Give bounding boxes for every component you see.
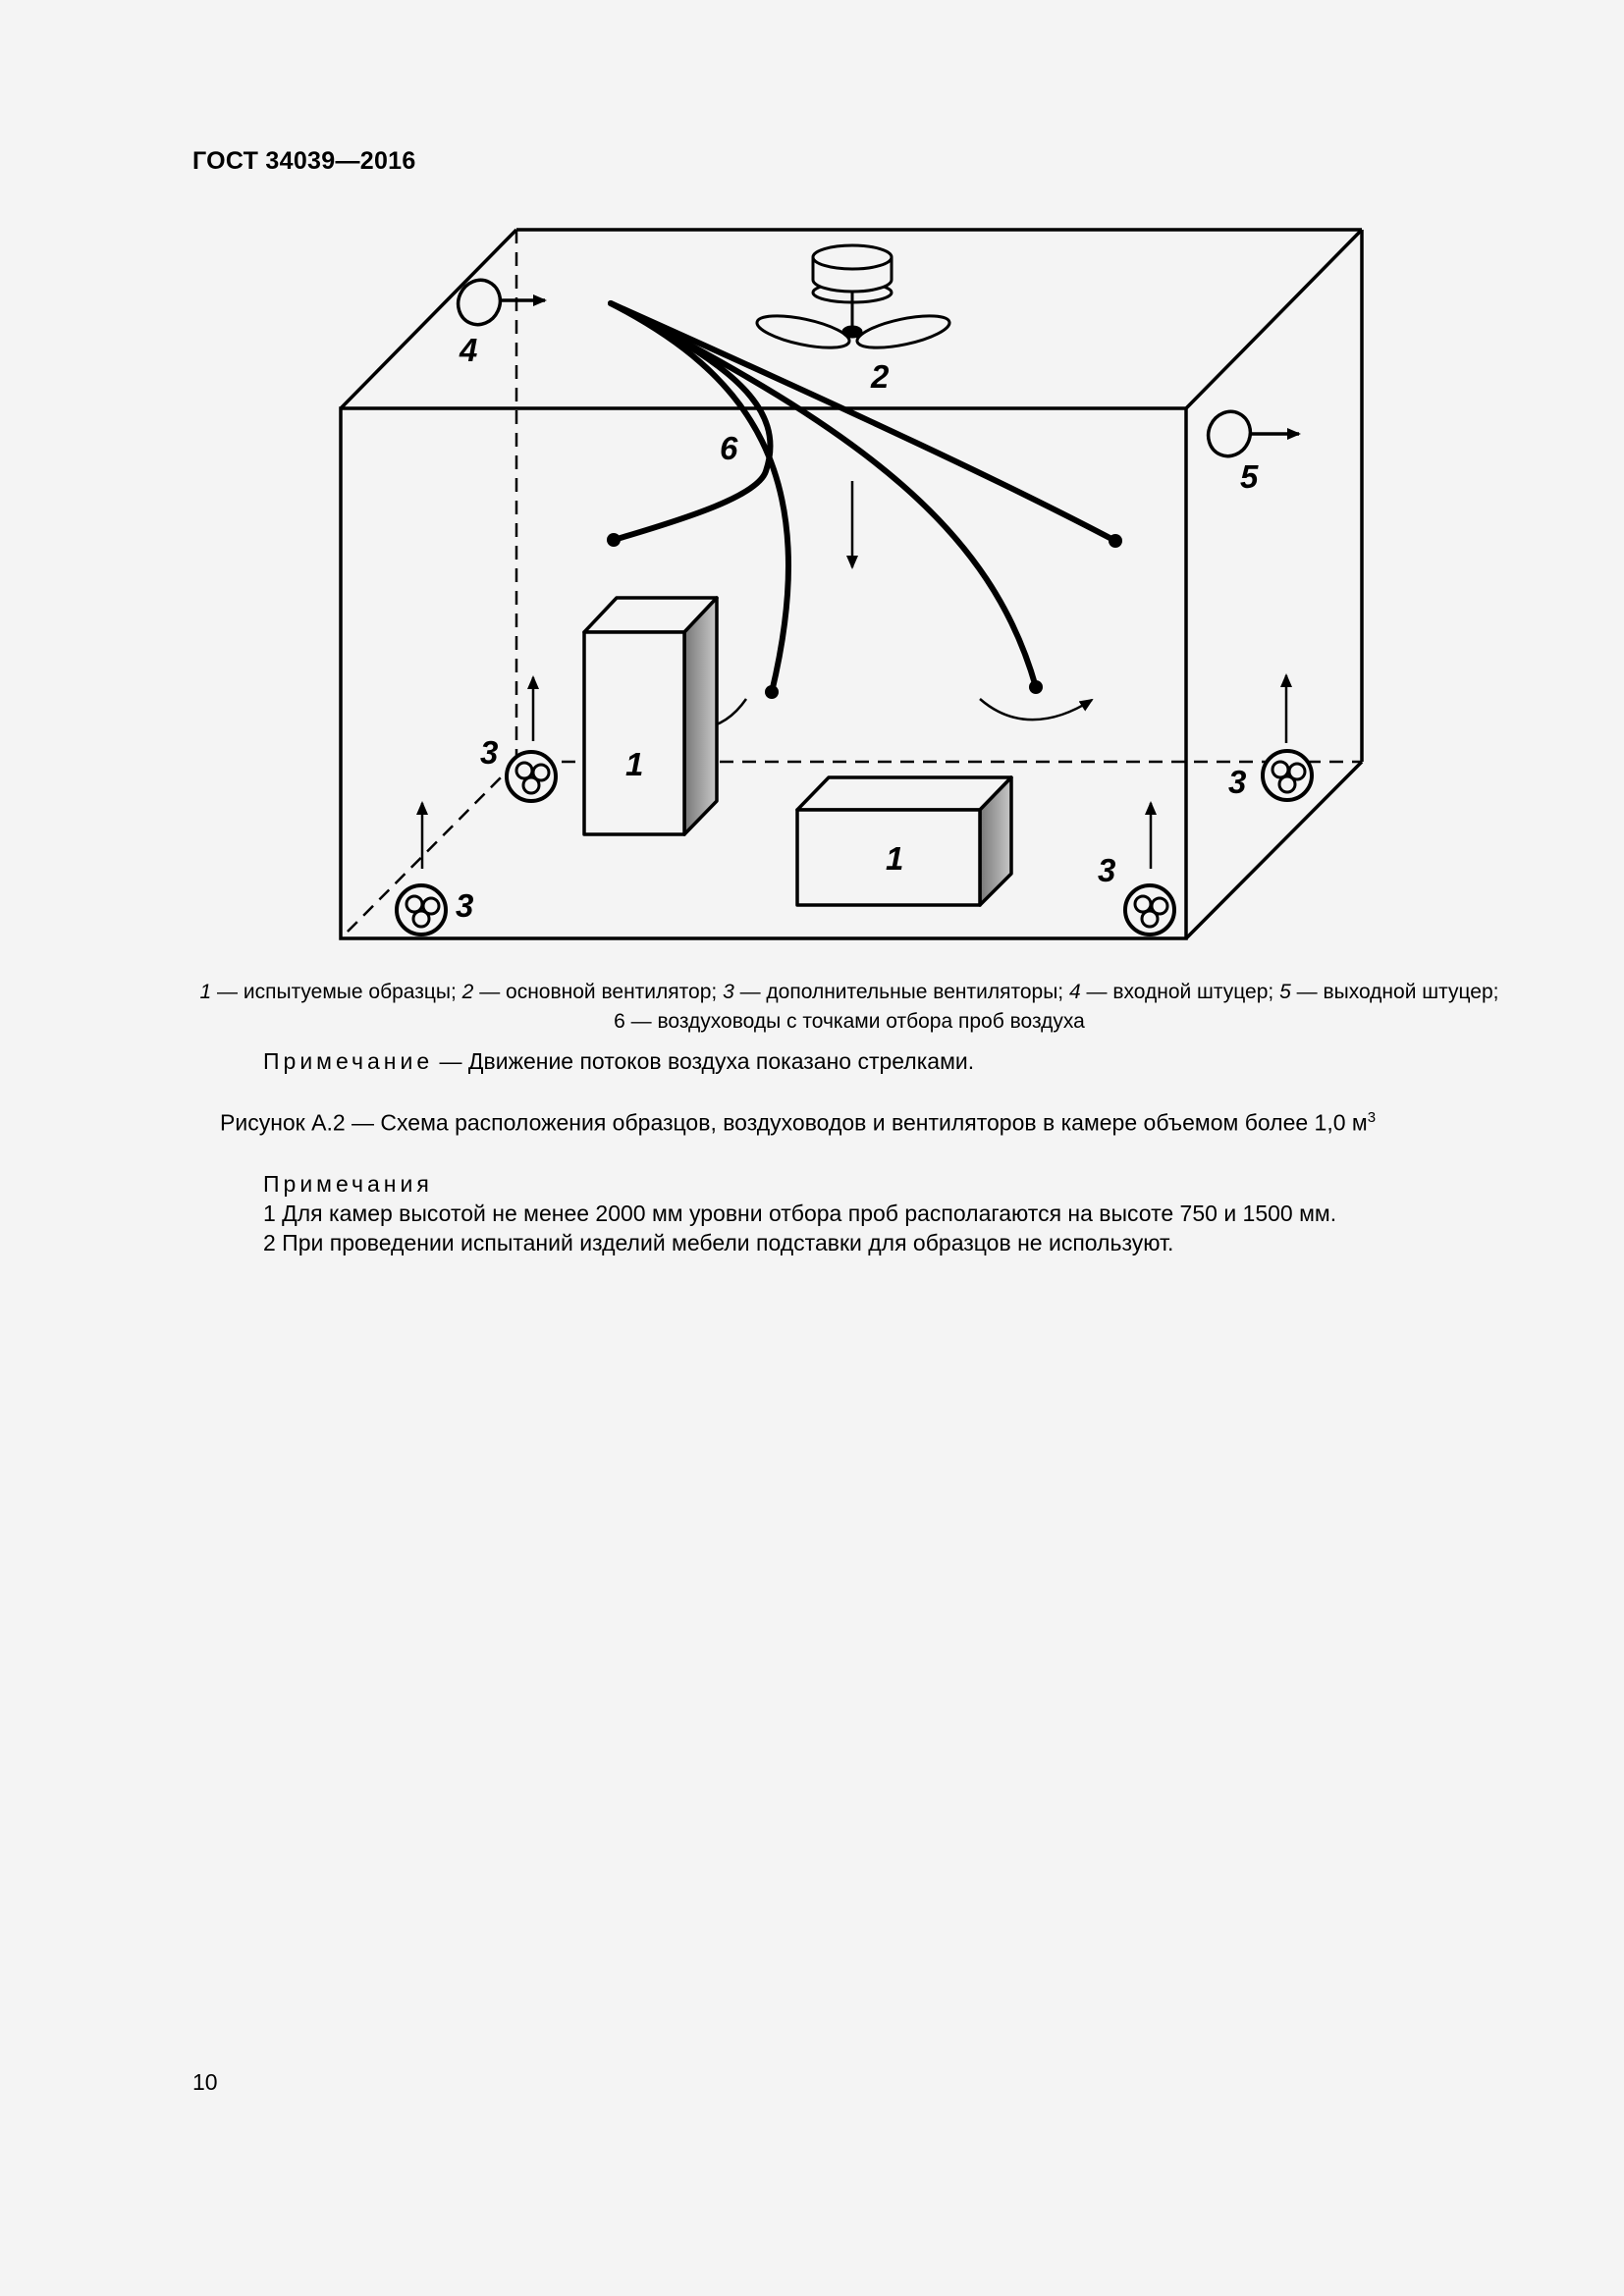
- legend-num: 2: [461, 981, 474, 1003]
- legend-text: — входной штуцер;: [1080, 981, 1280, 1003]
- legend-num: 5: [1279, 981, 1291, 1003]
- legend-num: 3: [723, 981, 734, 1003]
- legend-text: — основной вентилятор;: [473, 981, 724, 1003]
- label-inlet: 4: [460, 332, 478, 368]
- note-item: 1 Для камер высотой не менее 2000 мм уровни отбора проб располагаются на высоте 750 и 1500 мм.: [263, 1201, 1337, 1226]
- label-main-fan: 2: [871, 358, 890, 395]
- legend-text: — испытуемые образцы;: [211, 981, 462, 1003]
- extra-fan-icon: [507, 752, 556, 801]
- sample-low-block: [797, 777, 1011, 905]
- label-extra-fan: 3: [1228, 764, 1247, 800]
- figure-note: [263, 1048, 974, 1075]
- figure-caption: [220, 1109, 1376, 1137]
- notes-title: Примечания: [263, 1171, 433, 1197]
- label-extra-fan: 3: [456, 887, 474, 924]
- outlet-fitting-icon: [1201, 404, 1299, 462]
- label-ducts: 6: [720, 430, 738, 466]
- sample-tall-block: [584, 598, 717, 834]
- note-item: 2 При проведении испытаний изделий мебели подставки для образцов не используют.: [263, 1230, 1174, 1255]
- chamber-diagram: [0, 0, 1624, 982]
- main-fan-icon: [754, 245, 951, 354]
- label-extra-fan: 3: [1098, 852, 1116, 888]
- label-extra-fan: 3: [480, 734, 499, 771]
- note-text: — Движение потоков воздуха показано стрелками.: [433, 1048, 975, 1074]
- extra-fan-icon: [1125, 885, 1174, 934]
- extra-fan-icon: [397, 885, 446, 934]
- page-number: 10: [192, 2069, 218, 2095]
- label-sample: 1: [625, 746, 644, 782]
- legend-num: 4: [1068, 981, 1081, 1003]
- notes-section: [263, 1169, 1336, 1257]
- legend-num: 1: [199, 981, 212, 1003]
- legend-text: — выходной штуцер; 6 — воздуховоды с точками отбора проб воздуха: [614, 981, 1499, 1033]
- caption-sup: 3: [1367, 1109, 1377, 1126]
- extra-fan-icon: [1263, 751, 1312, 800]
- label-sample: 1: [886, 840, 904, 877]
- figure-legend: [196, 978, 1502, 1037]
- label-outlet: 5: [1240, 458, 1259, 495]
- document-header: ГОСТ 34039—2016: [192, 147, 416, 175]
- note-label: Примечание: [263, 1048, 434, 1074]
- caption-text: Рисунок А.2 — Схема расположения образцов, воздуховодов и вентиляторов в камере объемом более 1,0 м: [220, 1109, 1368, 1136]
- legend-text: — дополнительные вентиляторы;: [733, 981, 1069, 1003]
